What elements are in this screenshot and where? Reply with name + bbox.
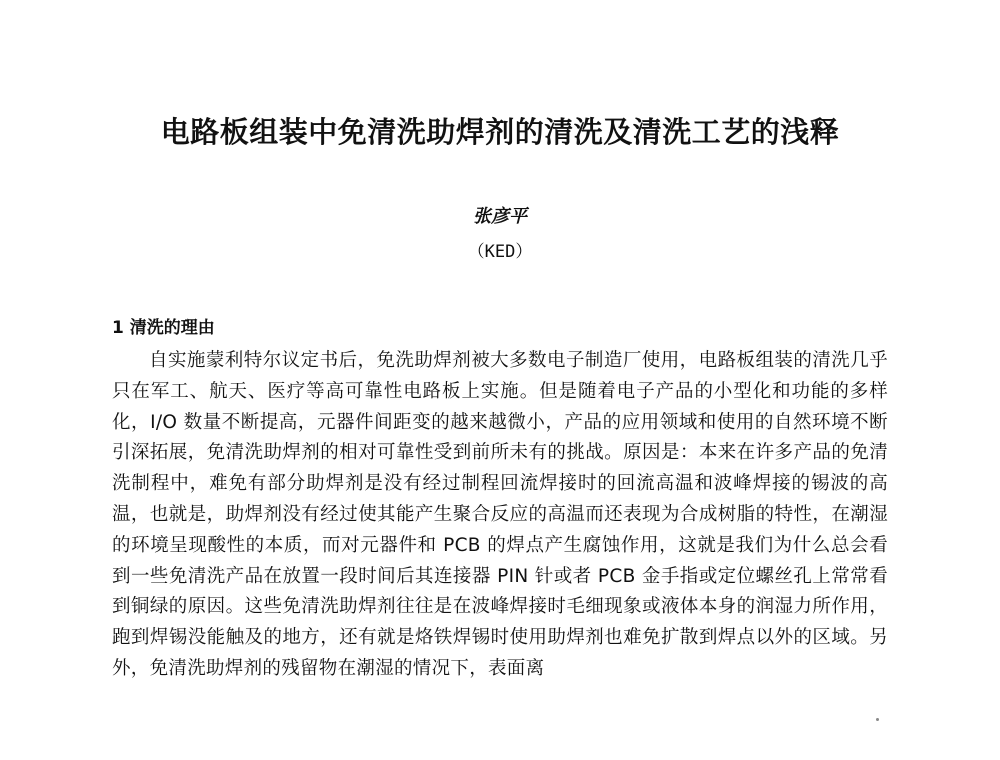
body-paragraph: 自实施蒙利特尔议定书后，免洗助焊剂被大多数电子制造厂使用，电路板组装的清洗几乎只在军工、航天、医疗等高可靠性电路板上实施。但是随着电子产品的小型化和功能的多样化，I/O 数量不断提高，元器件间距变的越来越微小，产品的应用领域和使用的自然环境不断引深拓展，免清洗助焊剂的相对可靠性受到前所未有的挑战。原因是：本来在许多产品的免清洗制程中，难免有部分助焊剂是没有经过制程回流焊接时的回流高温和波峰焊接的锡波的高温，也就是，助焊剂没有经过使其能产生聚合反应的高温而还表现为合成树脂的特性，在潮湿的环境呈现酸性的本质，而对元器件和 PCB 的焊点产生腐蚀作用，这就是我们为什么总会看到一些免清洗产品在放置一段时间后其连接器 PIN 针或者 PCB 金手指或定位螺丝孔上常常看到铜绿的原因。这些免清洗助焊剂往往是在波峰焊接时毛细现象或液体本身的润湿力所作用，跑到焊锡没能触及的地方，还有就是烙铁焊锡时使用助焊剂也难免扩散到焊点以外的区域。另外，免清洗助焊剂的残留物在潮湿的情况下，表面离 (112, 350, 888, 679)
paper-title: 电路板组装中免清洗助焊剂的清洗及清洗工艺的浅释 (160, 115, 840, 149)
author-name: 张彦平 (473, 206, 527, 227)
author-affiliation: （KED） (467, 242, 533, 262)
section-heading: 1 清洗的理由 (112, 318, 215, 338)
scan-speck (876, 718, 879, 721)
